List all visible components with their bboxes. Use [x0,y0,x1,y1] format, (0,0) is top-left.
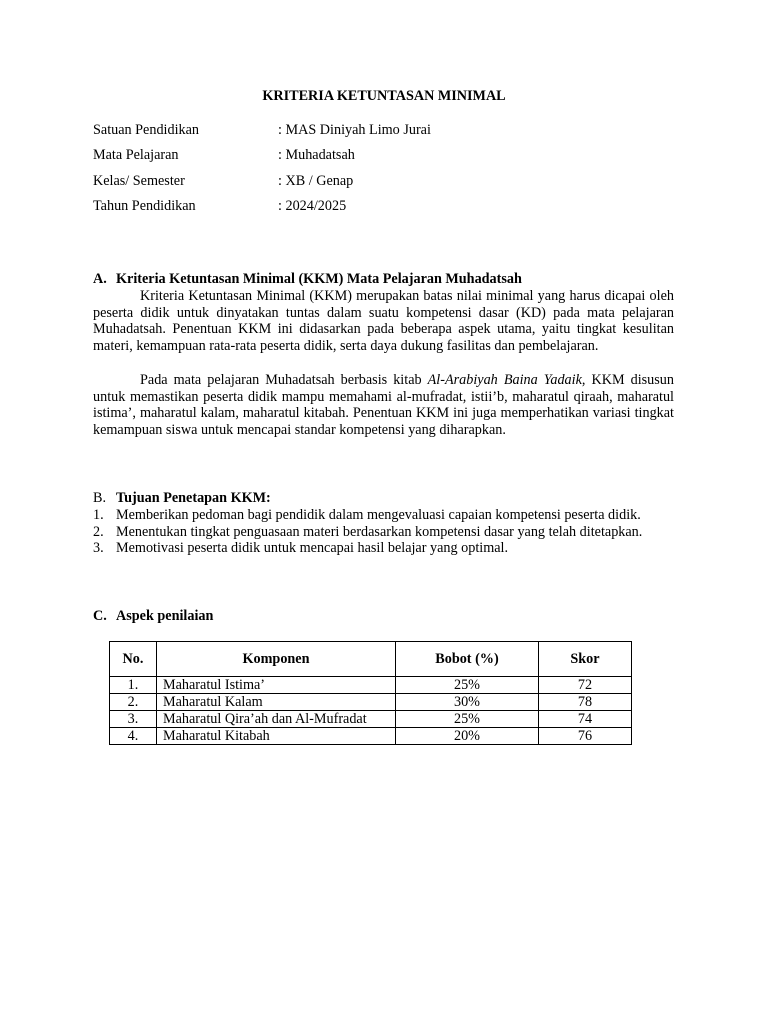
paragraph-text: , KKM disusun untuk memastikan peserta didik mampu memahami al-mufradat, istii’b, maharatul qiraah, maharatul istima’, maharatul kalam, maharatul kitabah. Penentuan KKM ini juga memperhatikan variasi tingkat kemampuan siswa untuk mencapai standar kompetensi yang diharapkan. [93,371,674,439]
cell-skor: 72 [539,677,632,694]
meta-row-tahun [93,197,673,222]
table-row [110,711,632,728]
section-letter: B. [93,490,107,506]
meta-label: Satuan Pendidikan [93,122,199,138]
cell-komponen: Maharatul Kitabah [157,728,396,745]
section-c [93,608,674,625]
cell-no: 3. [110,711,157,728]
section-heading-text: Kriteria Ketuntasan Minimal (KKM) Mata Pelajaran Muhadatsah [116,271,522,287]
section-a-paragraph-2 [93,372,674,439]
list-text: Memotivasi peserta didik untuk mencapai hasil belajar yang optimal. [116,540,509,557]
section-letter: A. [93,271,107,287]
list-item [93,524,674,541]
meta-row-satuan [93,121,673,146]
cell-komponen: Maharatul Kalam [157,694,396,711]
list-item [93,540,674,557]
cell-no: 2. [110,694,157,711]
section-heading-text: Tujuan Penetapan KKM: [116,490,271,506]
table-row [110,677,632,694]
section-b [93,490,674,557]
list-text: Memberikan pedoman bagi pendidik dalam mengevaluasi capaian kompetensi peserta didik. [116,506,641,523]
cell-bobot: 30% [396,694,539,711]
list-number: 3. [93,540,104,557]
meta-row-mapel [93,146,673,171]
section-c-heading [93,608,674,625]
meta-value: : Muhadatsah [278,147,355,164]
cell-komponen: Maharatul Istima’ [157,677,396,694]
meta-label: Tahun Pendidikan [93,197,196,214]
objectives-list [93,507,674,557]
list-number: 1. [93,506,104,523]
cell-bobot: 25% [396,711,539,728]
list-text: Menentukan tingkat penguasaan materi berdasarkan kompetensi dasar yang telah ditetapkan. [116,523,643,540]
list-number: 2. [93,523,104,540]
cell-bobot: 25% [396,677,539,694]
section-b-heading [93,490,674,507]
section-a-heading [93,271,674,288]
document-meta [93,121,673,222]
cell-skor: 78 [539,694,632,711]
section-a-paragraph-1: Kriteria Ketuntasan Minimal (KKM) merupakan batas nilai minimal yang harus dicapai oleh peserta didik untuk dinyatakan tuntas dalam suatu kompetensi dasar (KD) pada mata pelajaran Muhadatsah. Penentuan KKM ini didasarkan pada beberapa aspek utama, yaitu tingkat kesulitan materi, kemampuan rata-rata peserta didik, serta daya dukung fasilitas dan pembelajaran. [93,287,674,355]
table-row [110,694,632,711]
cell-komponen: Maharatul Qira’ah dan Al-Mufradat [157,711,396,728]
cell-skor: 76 [539,728,632,745]
column-header-skor: Skor [539,642,632,677]
meta-row-kelas [93,172,673,197]
column-header-bobot: Bobot (%) [396,642,539,677]
list-item [93,507,674,524]
paragraph-text: Pada mata pelajaran Muhadatsah berbasis kitab [140,371,428,388]
section-heading-text: Aspek penilaian [116,608,214,624]
column-header-komponen: Komponen [157,642,396,677]
section-a [93,271,674,439]
book-title: Al-Arabiyah Baina Yadaik [427,371,582,388]
section-letter: C. [93,608,107,624]
meta-label: Mata Pelajaran [93,147,179,164]
cell-bobot: 20% [396,728,539,745]
cell-no: 4. [110,728,157,745]
table-row [110,728,632,745]
table-header-row [110,642,632,677]
cell-no: 1. [110,677,157,694]
meta-value: : XB / Genap [278,172,354,189]
meta-value: : 2024/2025 [278,197,347,214]
column-header-no: No. [110,642,157,677]
cell-skor: 74 [539,711,632,728]
meta-label: Kelas/ Semester [93,172,185,189]
document-title: KRITERIA KETUNTASAN MINIMAL [262,88,506,104]
assessment-table [109,641,632,745]
meta-value: : MAS Diniyah Limo Jurai [278,122,431,138]
